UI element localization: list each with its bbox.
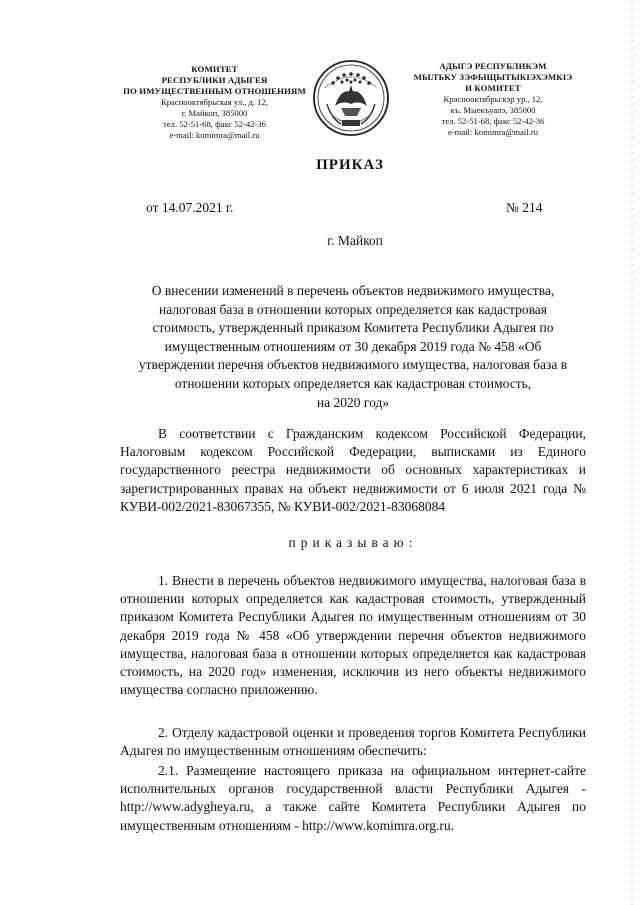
subject-line: О внесении изменений в перечень объектов недвижимого имущества, — [151, 283, 555, 298]
header-left-line1: КОМИТЕТ — [191, 64, 238, 74]
document-date: от 14.07.2021 г. — [146, 200, 234, 215]
header-right-phone: тел. 52-51-68, факс 52-42-36 — [441, 116, 545, 126]
header-left-phone: тел. 52-51-68, факс 52-42-36 — [163, 119, 266, 129]
header-right-line2: МЫЛЪКУ ЗЭФЫЩЫТЫКIЭХЭМКIЭ — [413, 72, 573, 82]
subject-line: имущественным отношениям от 30 декабря 2019 года № 458 «Об — [164, 338, 542, 354]
header-left-city: г. Майкоп, 385000 — [181, 108, 248, 118]
document-subject — [120, 282, 586, 412]
subject-line: утверждении перечня объектов недвижимого имущества, налоговая база в — [138, 357, 568, 373]
item-1-text: 1. Внести в перечень объектов недвижимого имущества, налоговая база в отношении которых определяется как кадастровая стоимость, утвержденный приказом Комитета Республики Адыгея по имущественным отношениям от 30 декабря 2019 года № 458 «Об утверждении перечня объектов недвижимого имущества, налоговая база в отношении которых определяется как кадастровая стоимость, на 2020 год» изменения, исключив из него объекты недвижимого имущества согласно приложению. — [120, 573, 586, 698]
document-city: г. Майкоп — [327, 233, 383, 248]
item-2-paragraph — [120, 724, 586, 760]
subject-line: стоимость, утвержденный приказом Комитета Республики Адыгея по — [152, 320, 554, 336]
header-left-email: e-mail: komimra@mail.ru — [169, 130, 260, 140]
order-word: приказываю: — [288, 535, 418, 550]
header-right-line1: АДЫГЭ РЕСПУБЛИКЭМ — [439, 61, 547, 71]
item-2-1-paragraph — [120, 762, 586, 835]
header-left — [112, 64, 317, 141]
header-left-address: Краснооктябрьская ул., д. 12, — [161, 97, 268, 107]
subject-line: на 2020 год» — [316, 394, 390, 410]
header-left-line3: ПО ИМУЩЕСТВЕННЫМ ОТНОШЕНИЯМ — [123, 86, 306, 96]
preamble-text: В соответствии с Гражданским кодексом Российской Федерации, Налоговым кодексом Российской Федерации, выписками из Единого государственного реестра недвижимости об основных характеристиках и зарегистрированных правах на объект недвижимости от 6 июля 2021 года № КУВИ-002/2021-83067355, № КУВИ-002/2021-83068084 — [120, 426, 586, 514]
document-title: ПРИКАЗ — [316, 157, 384, 173]
header-right — [398, 61, 588, 138]
header-left-line2: РЕСПУБЛИКИ АДЫГЕЯ — [161, 75, 268, 85]
header-right-city: къ. Мыекъуапэ, 385000 — [450, 105, 536, 115]
item-2-text: 2. Отделу кадастровой оценки и проведения торгов Комитета Республики Адыгея по имущественным отношениям обеспечить: — [120, 725, 586, 759]
document-number: № 214 — [506, 200, 543, 215]
item-1-paragraph — [120, 572, 586, 699]
subject-line: отношении которых определяется как кадастровая стоимость, — [174, 375, 532, 391]
item-2-1-text: 2.1. Размещение настоящего приказа на официальном интернет-сайте исполнительных органов государственной власти Республики Адыгея - http://www.adygheya.ru, а также сайте Комитета Республики Адыгея по имущественным отношениям - http://www.komimra.org.ru. — [120, 763, 586, 833]
subject-line: налоговая база в отношении которых определяется как кадастровая — [158, 301, 548, 317]
republic-of-adygea-emblem-icon — [311, 58, 391, 138]
header-right-address: Краснооктябрьскэр ур., 12, — [443, 94, 543, 104]
scan-edge-artifact — [628, 0, 636, 905]
header-right-line3: И КОМИТЕТ — [465, 83, 521, 93]
preamble-paragraph — [120, 425, 586, 516]
header-right-email: e-mail: komimra@mail.ru — [447, 127, 538, 137]
